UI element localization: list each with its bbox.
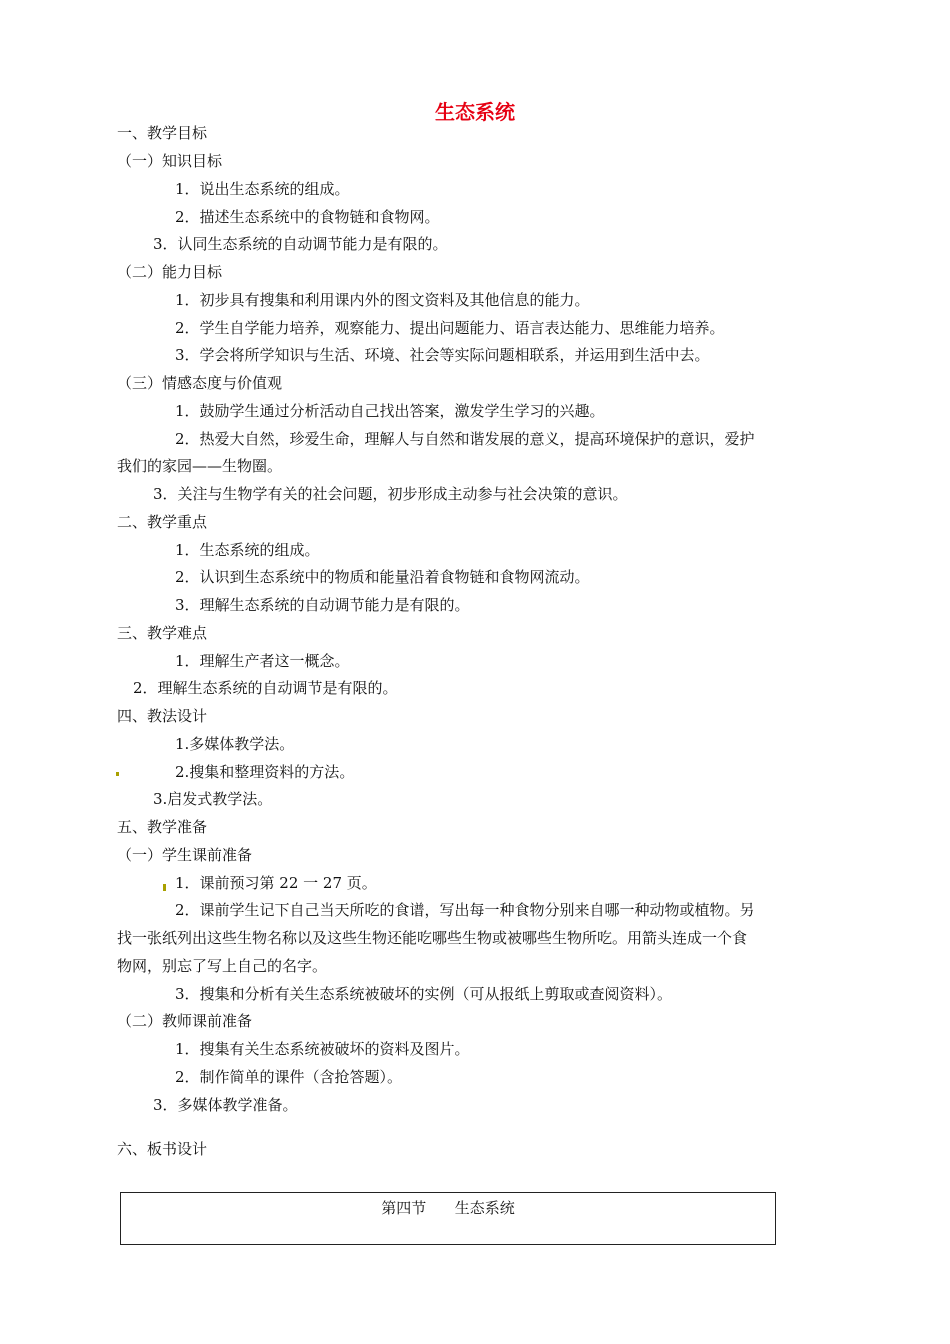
text-line: （三）情感态度与价值观 xyxy=(117,374,283,392)
text-line: 1．课前预习第 22 一 27 页。 xyxy=(175,874,377,892)
text-line: 1．搜集有关生态系统被破坏的资料及图片。 xyxy=(175,1040,470,1058)
text-line: 2．课前学生记下自己当天所吃的食谱，写出每一种食物分别来自哪一种动物或植物。另 xyxy=(175,901,755,919)
text-line: 物网，别忘了写上自己的名字。 xyxy=(117,957,328,975)
text-line: 找一张纸列出这些生物名称以及这些生物还能吃哪些生物或被哪些生物所吃。用箭头连成一个食 xyxy=(117,929,748,947)
text-line: （一）学生课前准备 xyxy=(117,846,253,864)
text-line: 3．认同生态系统的自动调节能力是有限的。 xyxy=(153,235,448,253)
text-line: 四、教法设计 xyxy=(117,707,208,725)
text-line: 1.多媒体教学法。 xyxy=(175,735,295,753)
text-line: 我们的家园——生物圈。 xyxy=(117,457,283,475)
text-line: （一）知识目标 xyxy=(117,152,223,170)
text-line: 2．认识到生态系统中的物质和能量沿着食物链和食物网流动。 xyxy=(175,568,590,586)
text-line: 2．热爱大自然，珍爱生命，理解人与自然和谐发展的意义，提高环境保护的意识，爱护 xyxy=(175,430,755,448)
board-design-box xyxy=(120,1192,776,1245)
text-line: 3．学会将所学知识与生活、环境、社会等实际问题相联系，并运用到生活中去。 xyxy=(175,346,710,364)
text-line: 五、教学准备 xyxy=(117,818,208,836)
text-line: 2.搜集和整理资料的方法。 xyxy=(175,763,355,781)
text-line: 六、板书设计 xyxy=(117,1140,208,1158)
stray-mark xyxy=(116,772,119,776)
text-line: 1．说出生态系统的组成。 xyxy=(175,180,350,198)
text-line: （二）能力目标 xyxy=(117,263,223,281)
text-line: 2．理解生态系统的自动调节是有限的。 xyxy=(133,679,398,697)
text-line: （二）教师课前准备 xyxy=(117,1012,253,1030)
text-line: 3.启发式教学法。 xyxy=(153,790,273,808)
text-line: 1．生态系统的组成。 xyxy=(175,541,320,559)
text-line: 1．鼓励学生通过分析活动自己找出答案，激发学生学习的兴趣。 xyxy=(175,402,605,420)
text-line: 3．多媒体教学准备。 xyxy=(153,1096,298,1114)
text-line: 3．理解生态系统的自动调节能力是有限的。 xyxy=(175,596,470,614)
text-line: 2．制作简单的课件（含抢答题）。 xyxy=(175,1068,403,1086)
text-line: 三、教学难点 xyxy=(117,624,208,642)
board-title: 第四节 生态系统 xyxy=(381,1199,515,1217)
text-line: 3．搜集和分析有关生态系统被破坏的实例（可从报纸上剪取或查阅资料）。 xyxy=(175,985,673,1003)
text-line: 1．理解生产者这一概念。 xyxy=(175,652,350,670)
text-line: 一、教学目标 xyxy=(117,124,208,142)
stray-mark xyxy=(163,884,166,891)
text-line: 二、教学重点 xyxy=(117,513,208,531)
text-line: 3．关注与生物学有关的社会问题，初步形成主动参与社会决策的意识。 xyxy=(153,485,628,503)
text-line: 2．描述生态系统中的食物链和食物网。 xyxy=(175,208,440,226)
text-line: 1．初步具有搜集和利用课内外的图文资料及其他信息的能力。 xyxy=(175,291,590,309)
document-title: 生态系统 xyxy=(435,100,515,124)
text-line: 2．学生自学能力培养，观察能力、提出问题能力、语言表达能力、思维能力培养。 xyxy=(175,319,725,337)
